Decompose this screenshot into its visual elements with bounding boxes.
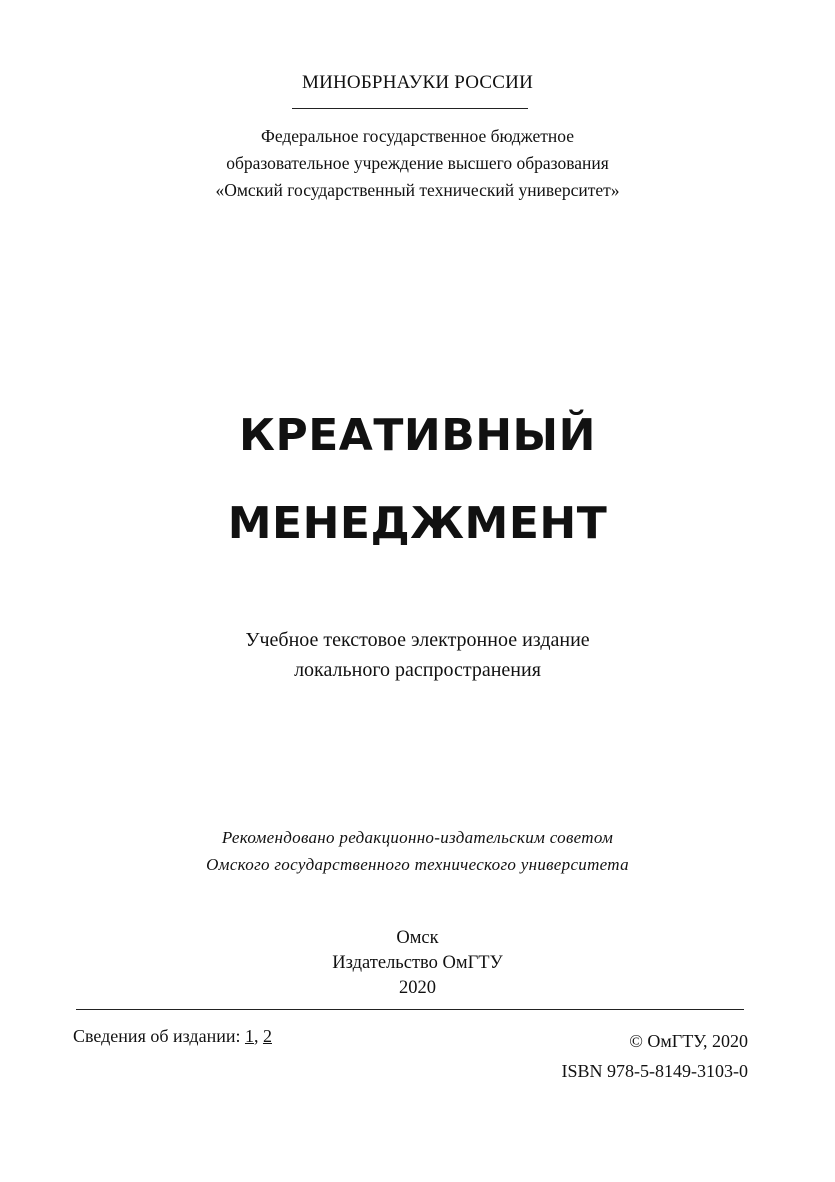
copyright-block	[562, 1026, 749, 1086]
institution-name	[0, 123, 835, 204]
imprint-publisher: Издательство ОмГТУ	[332, 953, 503, 973]
book-title-line-1: КРЕАТИВНЫЙ	[239, 410, 596, 461]
institution-line-3: «Омский государственный технический университет»	[215, 180, 620, 200]
edition-type-line-1: Учебное текстовое электронное издание	[245, 629, 590, 651]
edition-info-separator: ,	[253, 1026, 259, 1046]
edition-info-link-2[interactable]: 2	[262, 1026, 272, 1046]
edition-info-link-1[interactable]: 1	[244, 1026, 254, 1046]
ministry-name: МИНОБРНАУКИ РОССИИ	[301, 72, 534, 93]
imprint-year: 2020	[399, 978, 436, 998]
isbn: ISBN 978-5-8149-3103-0	[561, 1061, 748, 1081]
footer-divider	[76, 1009, 744, 1010]
copyright-notice: © ОмГТУ, 2020	[629, 1031, 748, 1051]
book-title	[0, 392, 835, 568]
book-title-line-2: МЕНЕДЖМЕНТ	[227, 498, 608, 549]
edition-type-line-2: локального распространения	[294, 659, 541, 681]
institution-line-2: образовательное учреждение высшего образования	[226, 153, 609, 173]
imprint-city: Омск	[396, 928, 439, 948]
edition-info-label: Сведения об издании:	[73, 1026, 241, 1046]
edition-type	[0, 625, 835, 685]
ministry-divider	[292, 108, 528, 109]
recommendation-line-1: Рекомендовано редакционно-издательским советом	[221, 828, 614, 847]
institution-line-1: Федеральное государственное бюджетное	[261, 126, 574, 146]
recommendation-note	[0, 824, 835, 878]
imprint	[0, 926, 835, 1001]
recommendation-line-2: Омского государственного технического университета	[206, 855, 629, 874]
edition-info	[73, 1026, 272, 1047]
